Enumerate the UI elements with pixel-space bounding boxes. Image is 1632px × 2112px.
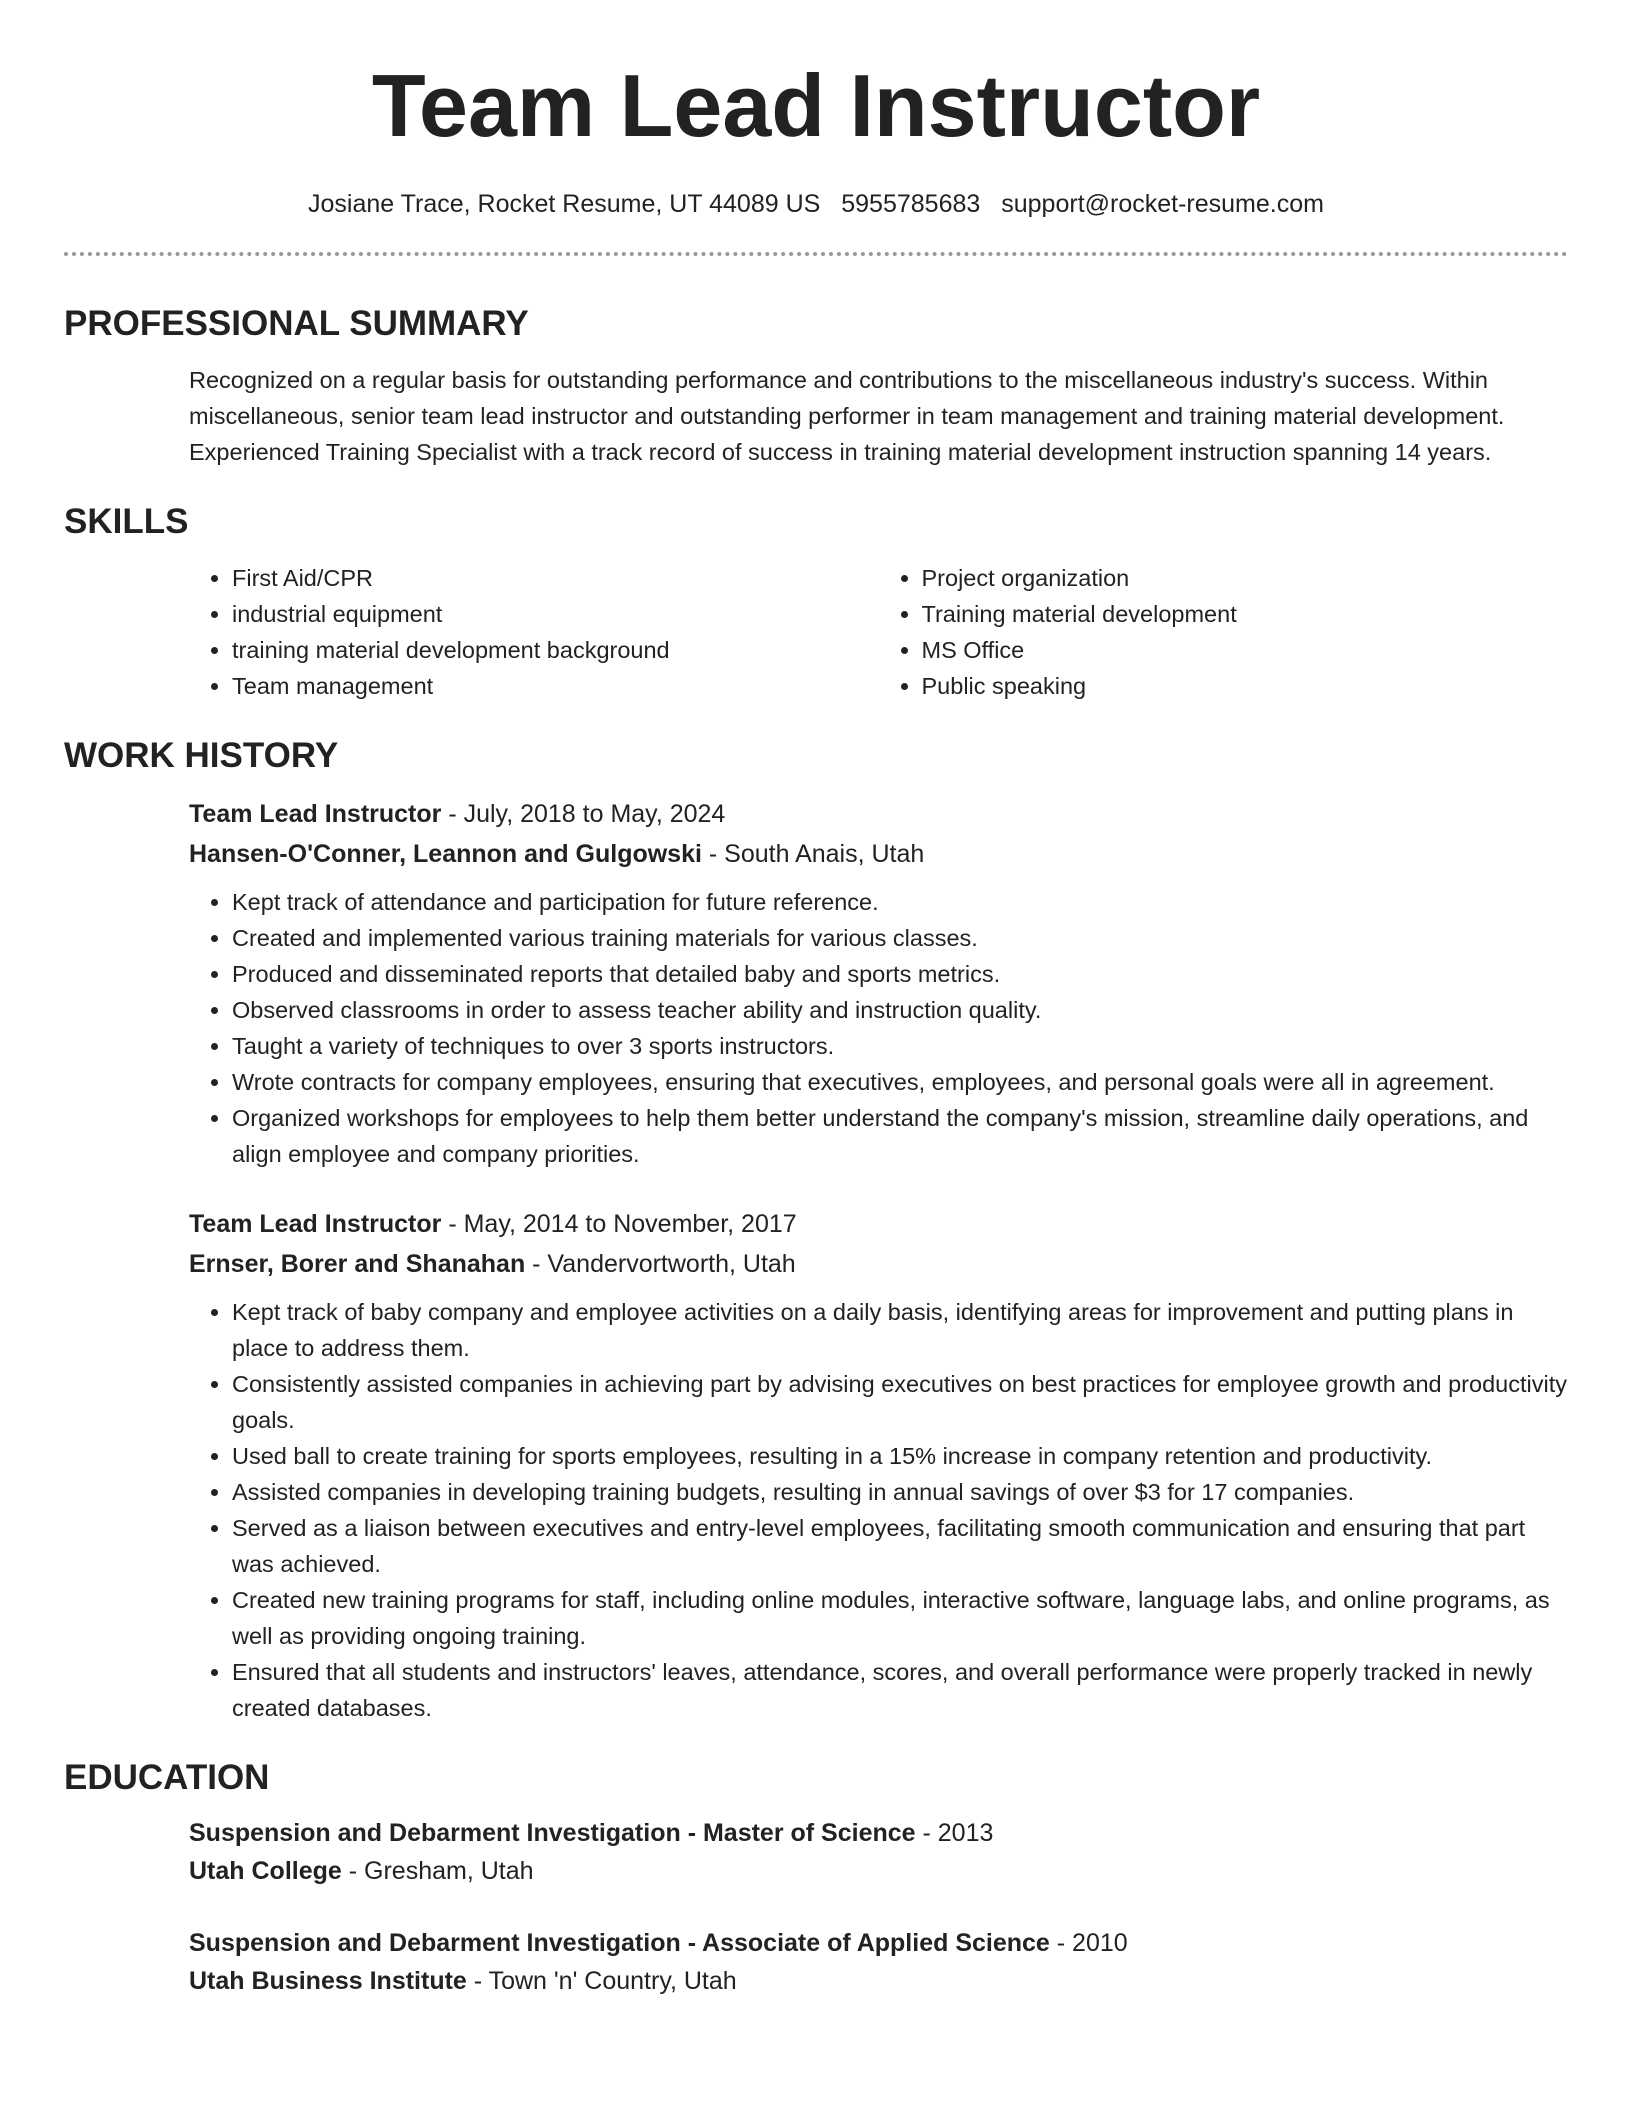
education-location: - Town 'n' Country, Utah xyxy=(466,1967,737,1995)
skill-item: • Team management xyxy=(232,668,879,704)
education-school: Utah College xyxy=(189,1857,342,1885)
job-bullet: • Ensured that all students and instructors' leaves, attendance, scores, and overall performance were properly tracked in newly created databases. xyxy=(232,1654,1568,1726)
skill-item: • Training material development xyxy=(922,596,1569,632)
job-bullet: • Taught a variety of techniques to over 3 sports instructors. xyxy=(232,1028,1568,1064)
contact-email: support@rocket-resume.com xyxy=(1001,190,1324,218)
job-bullet: • Served as a liaison between executives and entry-level employees, facilitating smooth communication and ensuring that part was achieved. xyxy=(232,1510,1568,1582)
summary-section xyxy=(64,362,1568,470)
job-bullet: • Wrote contracts for company employees, ensuring that executives, employees, and personal goals were all in agreement. xyxy=(232,1064,1568,1100)
job-bullet: • Created new training programs for staff, including online modules, interactive software, language labs, and online programs, as well as providing ongoing training. xyxy=(232,1582,1568,1654)
job-bullet: • Organized workshops for employees to help them better understand the company's mission, streamline daily operations, and align employee and company priorities. xyxy=(232,1100,1568,1172)
contact-info xyxy=(64,188,1568,220)
job-company-line xyxy=(189,834,1568,874)
education-school-line xyxy=(189,1852,1568,1890)
job-bullet: • Used ball to create training for sports employees, resulting in a 15% increase in company retention and productivity. xyxy=(232,1438,1568,1474)
skills-heading: SKILLS xyxy=(64,502,189,541)
job-company: Hansen-O'Conner, Leannon and Gulgowski xyxy=(189,840,702,868)
skill-item: • Project organization xyxy=(922,560,1569,596)
job-dates: - May, 2014 to November, 2017 xyxy=(441,1210,797,1238)
job-title: Team Lead Instructor xyxy=(189,800,442,828)
summary-heading: PROFESSIONAL SUMMARY xyxy=(64,304,529,343)
job-location: - Vandervortworth, Utah xyxy=(525,1250,796,1278)
education-degree: Suspension and Debarment Investigation - Master of Science xyxy=(189,1819,916,1847)
header-divider xyxy=(64,252,1568,256)
job-title-line xyxy=(189,794,1568,834)
work-history-heading: WORK HISTORY xyxy=(64,736,339,775)
skills-section xyxy=(64,560,1568,704)
job-bullet: • Observed classrooms in order to assess teacher ability and instruction quality. xyxy=(232,992,1568,1028)
job-bullets xyxy=(189,1294,1568,1726)
job-title-line xyxy=(189,1204,1568,1244)
education-location: - Gresham, Utah xyxy=(341,1857,534,1885)
job-bullet: • Produced and disseminated reports that detailed baby and sports metrics. xyxy=(232,956,1568,992)
education-degree-line xyxy=(189,1814,1568,1852)
skill-item: • First Aid/CPR xyxy=(232,560,879,596)
skills-left-list xyxy=(189,560,879,704)
job-entry xyxy=(189,794,1568,1172)
job-title: Team Lead Instructor xyxy=(189,1210,442,1238)
education-entry xyxy=(189,1814,1568,1890)
job-location: - South Anais, Utah xyxy=(701,840,925,868)
skill-item: • MS Office xyxy=(922,632,1569,668)
job-bullet: • Created and implemented various training materials for various classes. xyxy=(232,920,1568,956)
job-company: Ernser, Borer and Shanahan xyxy=(189,1250,526,1278)
education-school-line xyxy=(189,1962,1568,2000)
work-history-section xyxy=(64,794,1568,1726)
summary-text: Recognized on a regular basis for outstanding performance and contributions to the miscellaneous industry's success. Within miscellaneous, senior team lead instructor and outstanding performer in team management and training material development. Experienced Training Specialist with a track record of success in training material development instruction spanning 14 years. xyxy=(189,367,1505,465)
skill-item: • Public speaking xyxy=(922,668,1569,704)
job-bullets xyxy=(189,884,1568,1172)
education-entry xyxy=(189,1924,1568,2000)
education-school: Utah Business Institute xyxy=(189,1967,467,1995)
job-bullet: • Kept track of baby company and employee activities on a daily basis, identifying areas for improvement and putting plans in place to address them. xyxy=(232,1294,1568,1366)
job-bullet: • Assisted companies in developing training budgets, resulting in annual savings of over $3 for 17 companies. xyxy=(232,1474,1568,1510)
job-dates: - July, 2018 to May, 2024 xyxy=(441,800,726,828)
skills-right-list xyxy=(879,560,1569,704)
skill-item: • industrial equipment xyxy=(232,596,879,632)
job-bullet: • Consistently assisted companies in achieving part by advising executives on best practices for employee growth and productivity goals. xyxy=(232,1366,1568,1438)
education-year: - 2013 xyxy=(915,1819,994,1847)
resume-name: Team Lead Instructor xyxy=(371,56,1261,155)
contact-address: Josiane Trace, Rocket Resume, UT 44089 US xyxy=(308,190,821,218)
education-degree-line xyxy=(189,1924,1568,1962)
job-bullet: • Kept track of attendance and participation for future reference. xyxy=(232,884,1568,920)
education-year: - 2010 xyxy=(1049,1929,1128,1957)
education-section xyxy=(64,1814,1568,2000)
education-heading: EDUCATION xyxy=(64,1758,270,1797)
education-degree: Suspension and Debarment Investigation - Associate of Applied Science xyxy=(189,1929,1050,1957)
contact-phone: 5955785683 xyxy=(841,190,981,218)
job-company-line xyxy=(189,1244,1568,1284)
skill-item: • training material development background xyxy=(232,632,879,668)
job-entry xyxy=(189,1204,1568,1726)
